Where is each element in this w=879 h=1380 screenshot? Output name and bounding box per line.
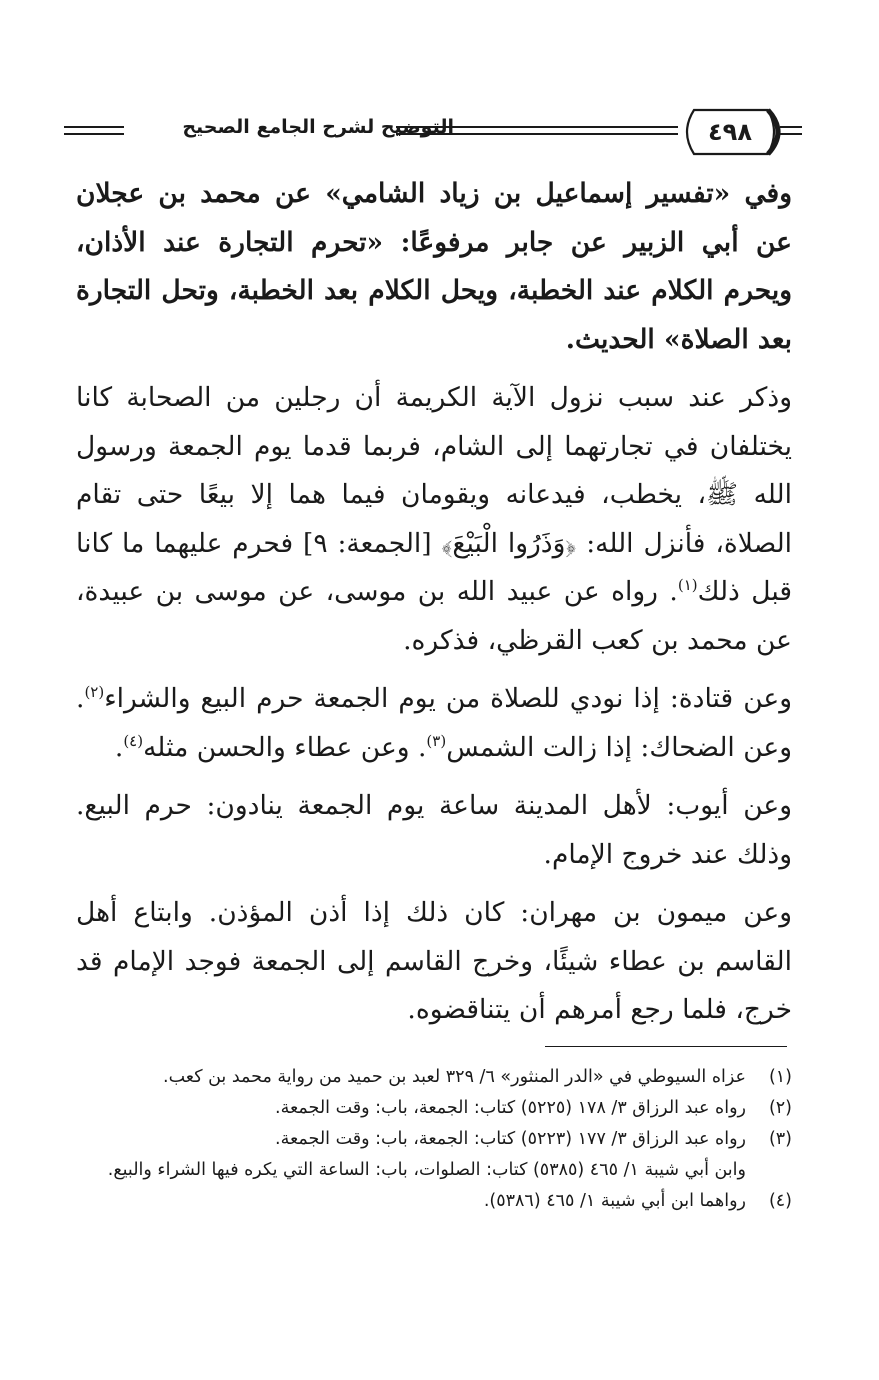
paragraph-3: [76, 675, 792, 772]
footnote-text: رواه عبد الرزاق ٣/ ١٧٧ (٥٢٢٣) كتاب: الجمعة، باب: وقت الجمعة.: [275, 1129, 746, 1149]
footnote-4: [72, 1186, 792, 1217]
running-title: التوضيح لشرح الجامع الصحيح: [182, 116, 454, 138]
paragraph-3-text-a: وعن قتادة: إذا نودي للصلاة من يوم الجمعة حرم البيع والشراء: [104, 683, 792, 714]
header-rule-left-bottom: [64, 133, 124, 135]
footnote-text: عزاه السيوطي في «الدر المنثور» ٦/ ٣٢٩ لعبد بن حميد من رواية محمد بن كعب.: [163, 1067, 746, 1087]
paragraph-2: [76, 374, 792, 665]
footnote-number: (٣): [768, 1129, 792, 1149]
paragraph-5: وعن ميمون بن مهران: كان ذلك إذا أذن المؤذن. وابتاع أهل القاسم بن عطاء شيئًا، وخرج القاسم إلى الجمعة فوجد الإمام قد خرج، فلما رجع أمرهم أن يتناقضوه.: [76, 897, 792, 1025]
page-number: ٤٩٨: [708, 118, 752, 146]
main-text: [76, 170, 792, 1045]
footnote-ref-1[interactable]: (١): [677, 576, 698, 595]
footnote-1: [72, 1062, 792, 1093]
paragraph-3-text-b: . وعن الضحاك: إذا زالت الشمس: [76, 683, 792, 763]
footnote-text: رواه عبد الرزاق ٣/ ١٧٨ (٥٢٢٥) كتاب: الجمعة، باب: وقت الجمعة.: [275, 1098, 746, 1118]
footnote-ref-2[interactable]: (٢): [84, 683, 105, 702]
footnote-text: رواهما ابن أبي شيبة ١/ ٤٦٥ (٥٣٨٦).: [483, 1191, 746, 1211]
footnote-number: (١): [768, 1067, 792, 1087]
paragraph-1: وفي «تفسير إسماعيل بن زياد الشامي» عن محمد بن عجلان عن أبي الزبير عن جابر مرفوعًا: «تحرم التجارة عند الأذان، ويحرم الكلام عند الخطبة، ويحل الكلام بعد الخطبة، وتحل التجارة بعد الصلاة» الحديث.: [76, 178, 792, 355]
page-number-badge: [676, 106, 784, 158]
footnote-2: [72, 1093, 792, 1124]
footnote-3: [72, 1124, 792, 1155]
footnote-number: (٤): [768, 1191, 792, 1211]
paragraph-2-text-b: . رواه عن عبيد الله بن موسى، عن موسى بن عبيدة، عن محمد بن كعب القرظي، فذكره.: [76, 576, 792, 656]
page-header: [64, 104, 802, 166]
paragraph-3-text-c: . وعن عطاء والحسن مثله: [143, 731, 427, 763]
footnote-number: (٢): [768, 1098, 792, 1118]
paragraph-2-text-a: وذكر عند سبب نزول الآية الكريمة أن رجلين من الصحابة كانا يختلفان في تجارتهما إلى الشام، فربما قدما يوم الجمعة ورسول الله ﷺ، يخطب، فيدعانه ويقومان فيما هما إلا بيعًا حتى تقام الصلاة، فأنزل الله: ﴿وَذَرُوا الْبَيْعَ﴾ [الجمعة: ٩] فحرم عليهما ما كانا قبل ذلك: [76, 382, 793, 607]
paragraph-3-text-d: .: [114, 731, 124, 763]
footnotes: [72, 1062, 792, 1217]
footnote-ref-3[interactable]: (٣): [426, 731, 447, 750]
header-rule-left-top: [64, 126, 124, 128]
paragraph-4: وعن أيوب: لأهل المدينة ساعة يوم الجمعة ينادون: حرم البيع. وذلك عند خروج الإمام.: [76, 790, 792, 870]
footnote-3-continuation: [72, 1155, 792, 1186]
footnote-separator: [545, 1046, 787, 1047]
footnote-text: وابن أبي شيبة ١/ ٤٦٥ (٥٣٨٥) كتاب: الصلوات، باب: الساعة التي يكره فيها الشراء والبيع.: [107, 1160, 746, 1180]
footnote-ref-4[interactable]: (٤): [123, 731, 144, 750]
